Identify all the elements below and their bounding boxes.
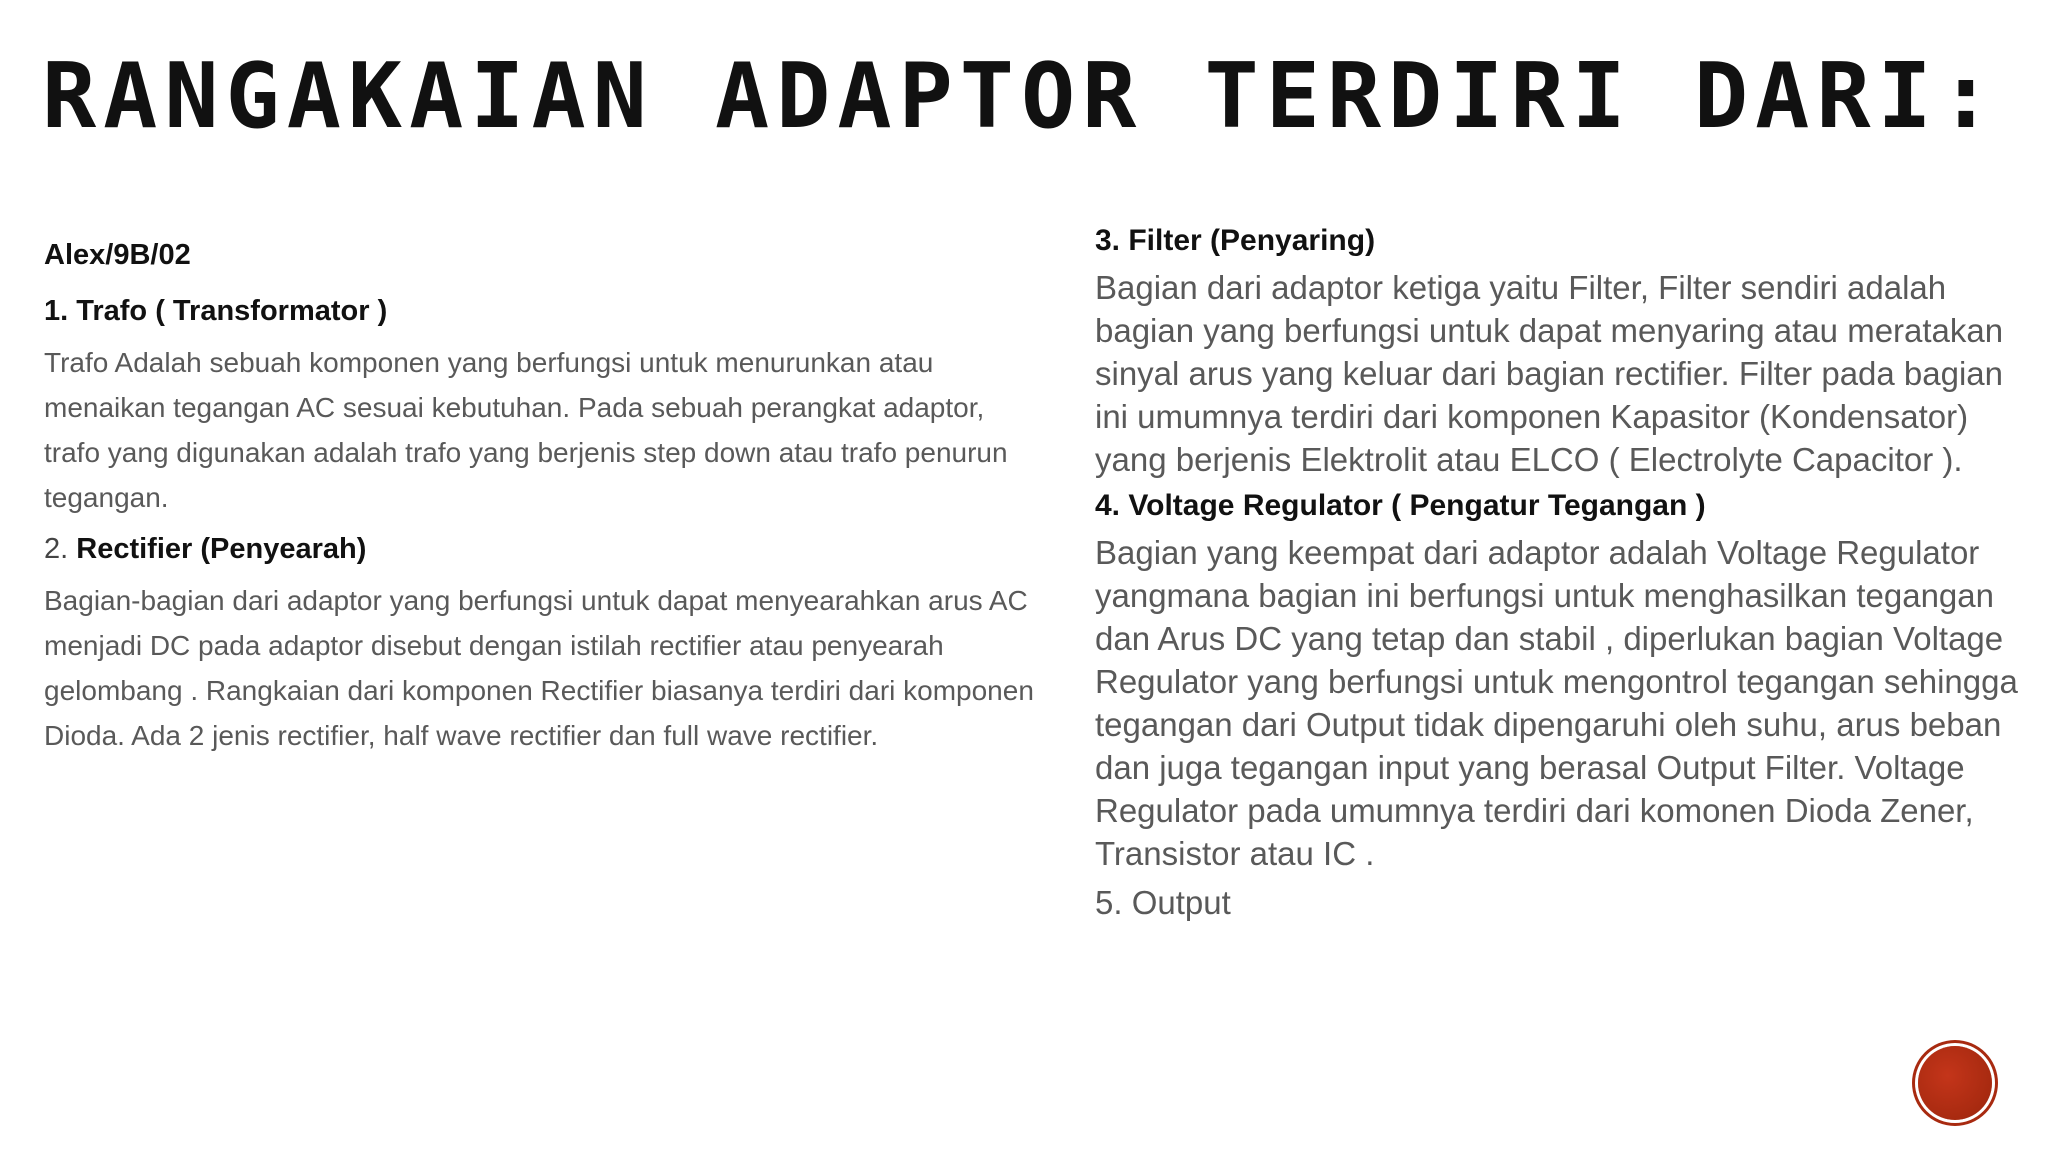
section-1-body: Trafo Adalah sebuah komponen yang berfungsi untuk menurunkan atau menaikan tegangan AC sesuai kebutuhan. Pada sebuah perangkat adaptor, trafo yang digunakan adalah trafo yang berjenis step down atau trafo penurun tegangan. bbox=[44, 347, 1008, 513]
author-label: Alex/9B/02 bbox=[44, 239, 191, 271]
section-2-number: 2. bbox=[44, 533, 69, 565]
section-2-heading bbox=[44, 530, 1034, 568]
slide-title: RANGAKAIAN ADAPTOR TERDIRI DARI: bbox=[42, 44, 2000, 149]
section-5-heading: 5. Output bbox=[1095, 884, 1231, 921]
section-2-body: Bagian-bagian dari adaptor yang berfungsi untuk dapat menyearahkan arus AC menjadi DC pada adaptor disebut dengan istilah rectifier atau penyearah gelombang . Rangkaian dari komponen Rectifier biasanya terdiri dari komponen Dioda. Ada 2 jenis rectifier, half wave rectifier dan full wave rectifier. bbox=[44, 585, 1034, 751]
section-4-body: Bagian yang keempat dari adaptor adalah Voltage Regulator yangmana bagian ini berfungsi untuk menghasilkan tegangan dan Arus DC yang tetap dan stabil , diperlukan bagian Voltage Regulator yang berfungsi untuk mengontrol tegangan sehingga tegangan dari Output tidak dipengaruhi oleh suhu, arus beban dan juga tegangan input yang berasal Output Filter. Voltage Regulator pada umumnya terdiri dari komonen Dioda Zener, Transistor atau IC . bbox=[1095, 534, 2018, 872]
section-2-heading-text: Rectifier (Penyearah) bbox=[76, 533, 367, 565]
section-3-body: Bagian dari adaptor ketiga yaitu Filter, Filter sendiri adalah bagian yang berfungsi untuk dapat menyaring atau meratakan sinyal arus yang keluar dari bagian rectifier. Filter pada bagian ini umumnya terdiri dari komponen Kapasitor (Kondensator) yang berjenis Elektrolit atau ELCO ( Electrolyte Capacitor ). bbox=[1095, 269, 2004, 478]
section-4-heading: 4. Voltage Regulator ( Pengatur Tegangan ) bbox=[1095, 489, 1706, 522]
slide-nav-button[interactable] bbox=[1918, 1046, 1992, 1120]
section-1-heading-text: 1. Trafo ( Transformator ) bbox=[44, 295, 388, 327]
section-3-heading: 3. Filter (Penyaring) bbox=[1095, 224, 1376, 257]
right-column bbox=[1095, 220, 2040, 925]
left-column bbox=[44, 236, 1034, 768]
section-1-heading bbox=[44, 292, 1034, 330]
